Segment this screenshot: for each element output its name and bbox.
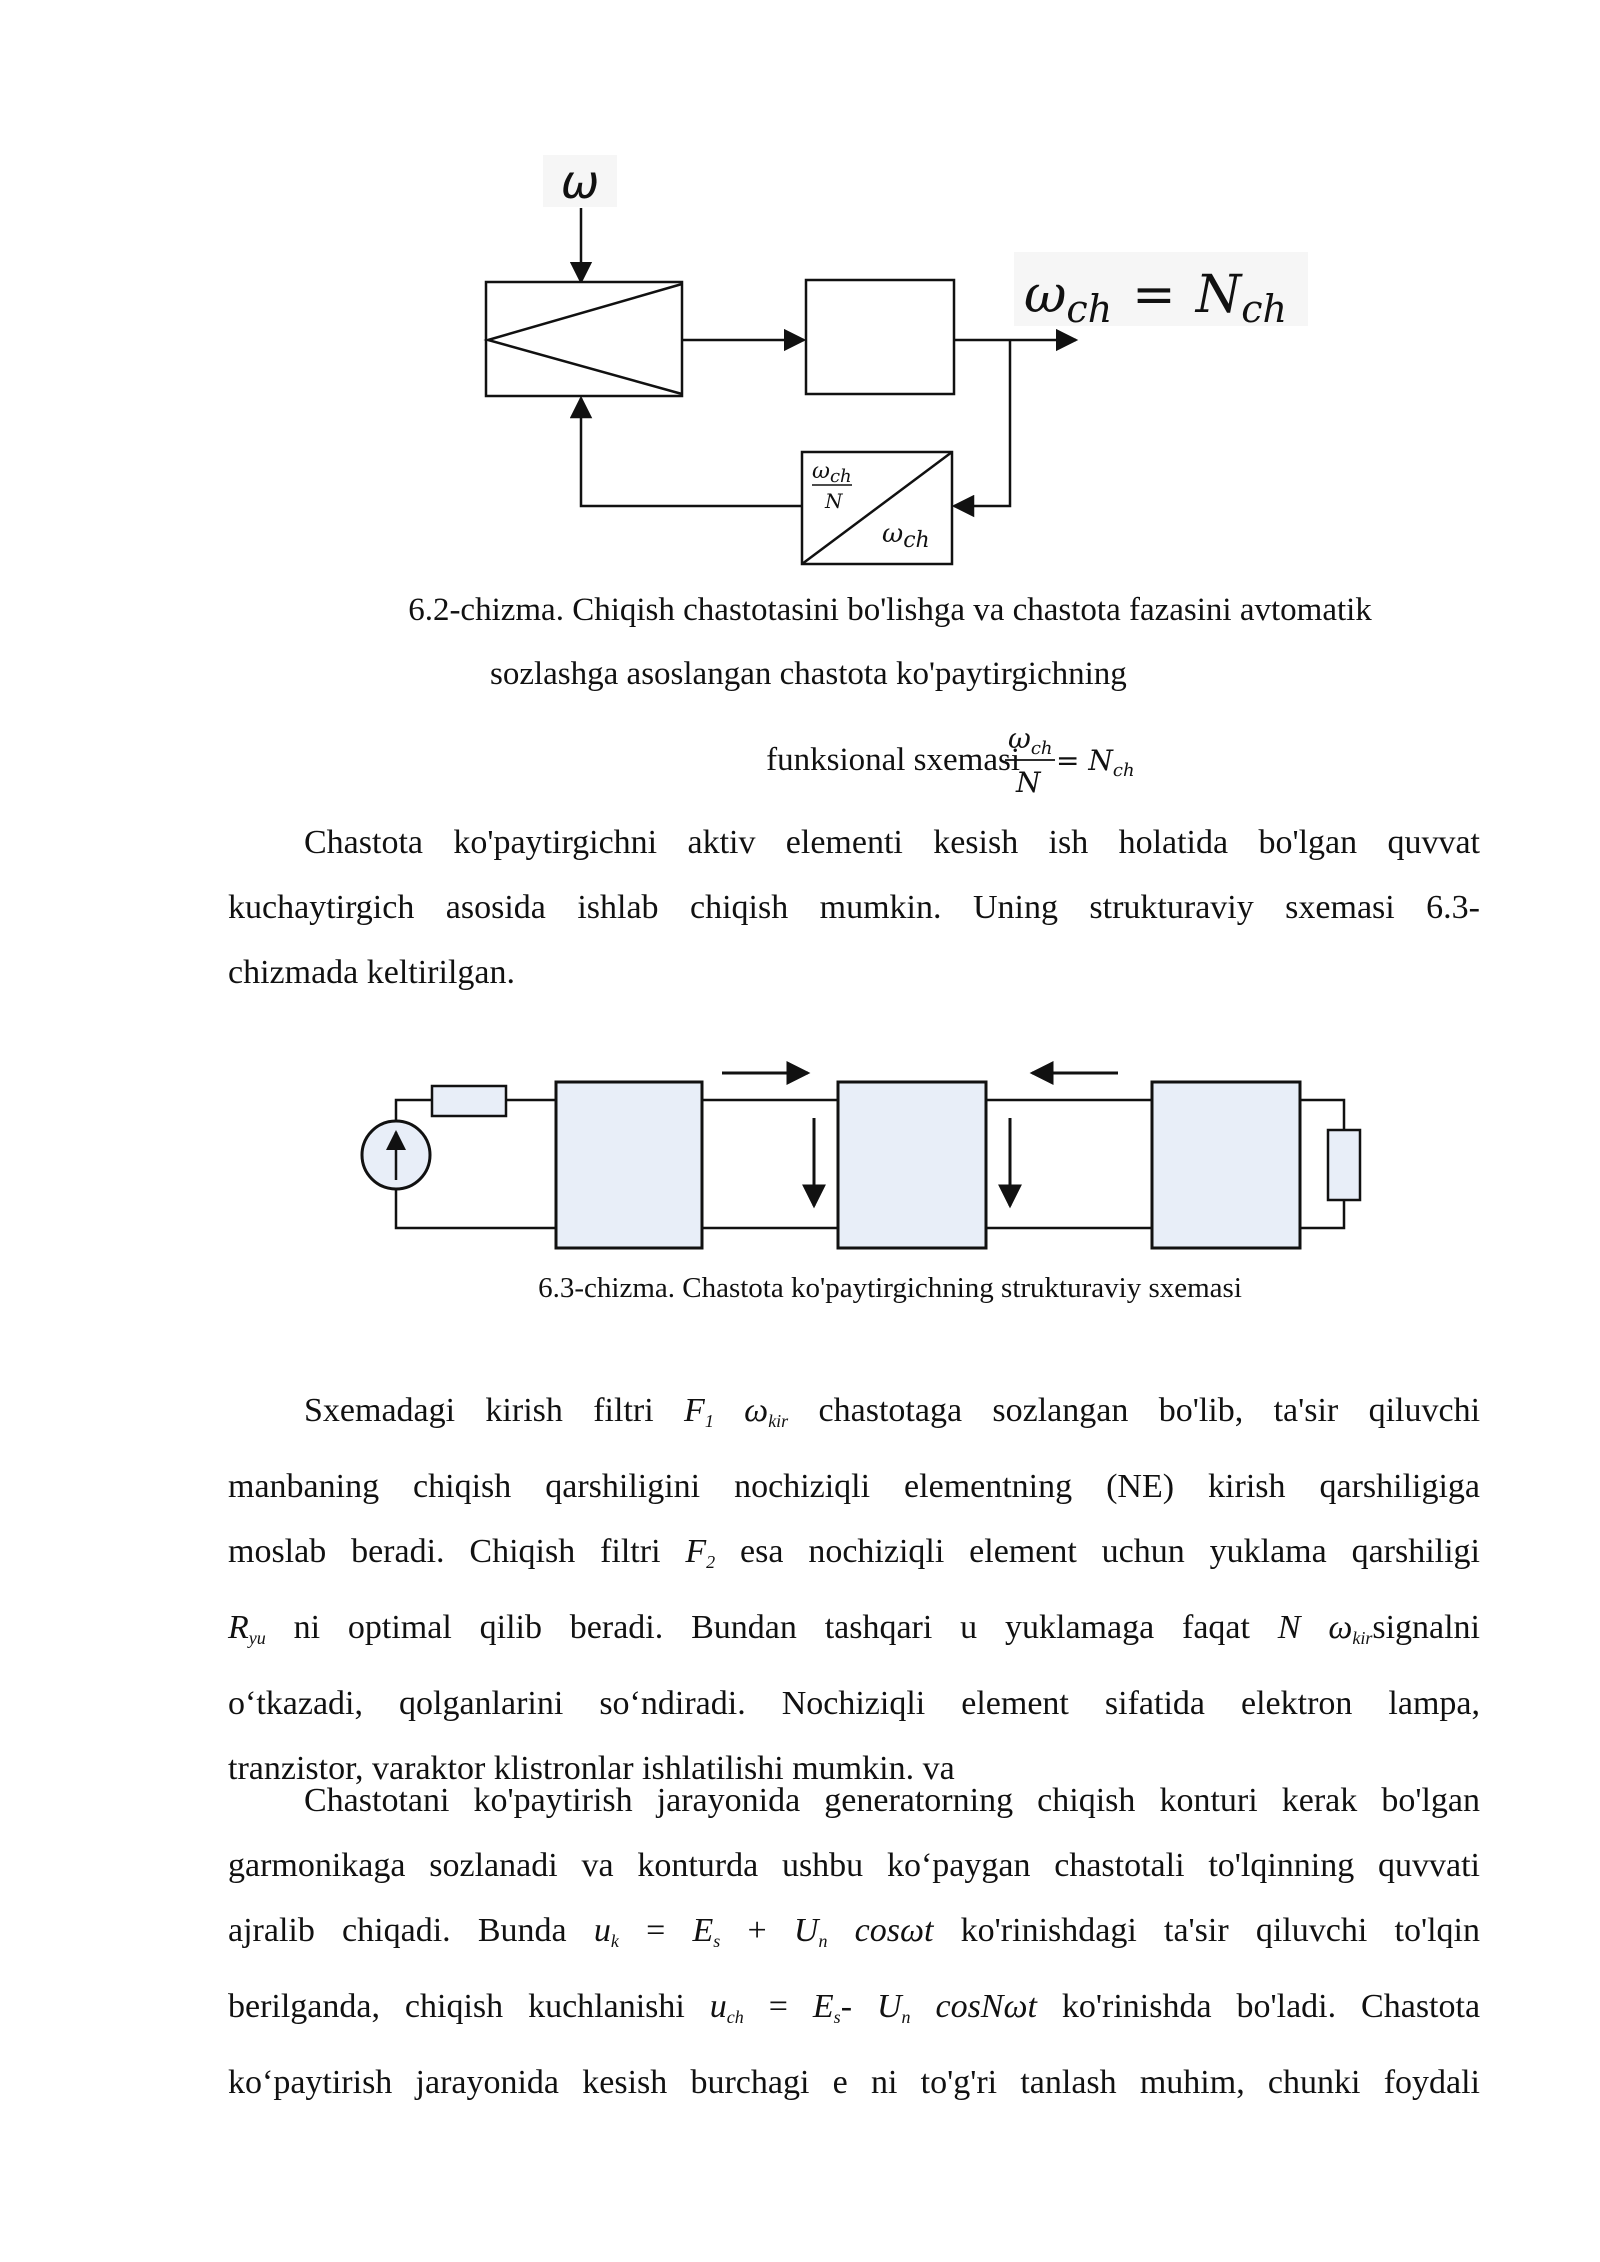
output-voltage-formula: $u_{ch} = E_s-$ $U_n$ cosNωt [709,1988,1037,2027]
filter-f2-symbol: $F_2$ [685,1533,716,1572]
paragraph-3-line1: Chastotani ko'paytirish jarayonida generatorning chiqish konturi kerak bo'lgan [304,1782,1480,1819]
p3-text: ko'rinishdagi ta'sir qiluvchi to'lqin [960,1912,1480,1949]
p2-text: signalni [1372,1609,1481,1646]
paragraph-2-line5: o‘tkazadi, qolganlarini so‘ndiradi. Nochiziqli element sifatida elektron lampa, [228,1685,1480,1722]
signal-source-icon [362,1121,430,1189]
paragraph-3-line4 [228,1974,1480,2050]
p3-text: berilganda, chiqish kuchlanishi [228,1988,685,2025]
figure-6-2-caption-line2: sozlashga asoslangan chastota ko'paytirgichning [490,656,1127,692]
divider-right-label: ωch [882,519,930,553]
paragraph-2-line6: tranzistor, varaktor klistronlar ishlatilishi mumkin. va [228,1750,955,1787]
phase-detector-block [486,282,682,396]
input-omega-label: ω [560,155,600,209]
load-wire [1300,1100,1344,1130]
formula-numerator: $\omega_{ch}$ [1008,722,1053,759]
output-filter-block [1152,1082,1300,1248]
paragraph-2 [228,1378,1480,1801]
paragraph-2-line3 [228,1519,1480,1595]
paragraph-1-line3: chizmada keltirilgan. [228,954,515,991]
paragraph-3 [228,1768,1480,2115]
p2-text: moslab beradi. Chiqish filtri [228,1533,661,1570]
paragraph-2-line1 [228,1378,1480,1454]
p2-text: chastotaga sozlangan bo'lib, ta'sir qiluvchi [818,1392,1481,1429]
load-resistor [1328,1130,1360,1200]
paragraph-3-line2: garmonikaga sozlanadi va konturda ushbu ko‘paygan chastotali to'lqinning quvvati [228,1847,1480,1884]
omega-kir-symbol: $\omega_{kir}$ [744,1392,789,1431]
source-wire-bottom [396,1189,556,1228]
input-filter-block [556,1082,702,1248]
p3-text: ajralib chiqadi. Bunda [228,1912,567,1949]
load-wire-bottom [1300,1200,1344,1228]
figure-6-2-diagram [0,0,1600,600]
paragraph-3-line5: ko‘paytirish jarayonida kesish burchagi e ni to'g'ri tanlash muhim, chunki foydali [228,2064,1480,2101]
input-voltage-formula: $u_k = E_s + U_n$ cosωt [593,1912,934,1951]
divider-top-label: ωch [812,459,852,487]
formula-rhs: = $N_{ch}$ [1056,744,1135,781]
figure-6-2-caption-line3: funksional sxemasi [766,742,1020,778]
oscillator-block [806,280,954,394]
load-resistance-symbol: $R_{yu}$ [228,1609,266,1648]
p3-text: ko'rinishda bo'ladi. Chastota [1061,1988,1481,2025]
source-resistor [432,1086,506,1116]
feedback-line-down [954,340,1010,506]
nonlinear-element-block [838,1082,986,1248]
paragraph-2-line4 [228,1595,1480,1671]
formula-denominator: N [1016,766,1041,799]
filter-f1-symbol: $F_1$ [684,1392,714,1431]
p2-text: Sxemadagi kirish filtri [304,1392,654,1429]
p2-text: esa nochiziqli element uchun yuklama qarshiligi [740,1533,1480,1570]
paragraph-1-line1: Chastota ko'paytirgichni aktiv elementi kesish ish holatida bo'lgan quvvat [304,824,1480,861]
p2-text: ni optimal qilib beradi. Bundan tashqari u yuklamaga faqat [293,1609,1250,1646]
paragraph-2-line2: manbaning chiqish qarshiligini nochiziqli elementning (NE) kirish qarshiligiga [228,1468,1480,1505]
n-omega-kir-symbol: N $\omega_{kir}$ [1277,1609,1373,1648]
source-wire-top [396,1100,432,1121]
paragraph-1 [228,810,1480,1005]
feedback-line-return [581,398,802,506]
paragraph-1-line2: kuchaytirgich asosida ishlab chiqish mumkin. Uning strukturaviy sxemasi 6.3- [228,889,1480,926]
output-label: ωch = Nch [1024,265,1288,331]
figure-6-3-caption: 6.3-chizma. Chastota ko'paytirgichning strukturaviy sxemasi [538,1272,1242,1304]
paragraph-3-line3 [228,1898,1480,1974]
figure-6-2-caption-line1: 6.2-chizma. Chiqish chastotasini bo'lishga va chastota fazasini avtomatik [408,592,1372,628]
source-arrowhead [386,1130,406,1150]
divider-bottom-label: N [825,489,843,513]
